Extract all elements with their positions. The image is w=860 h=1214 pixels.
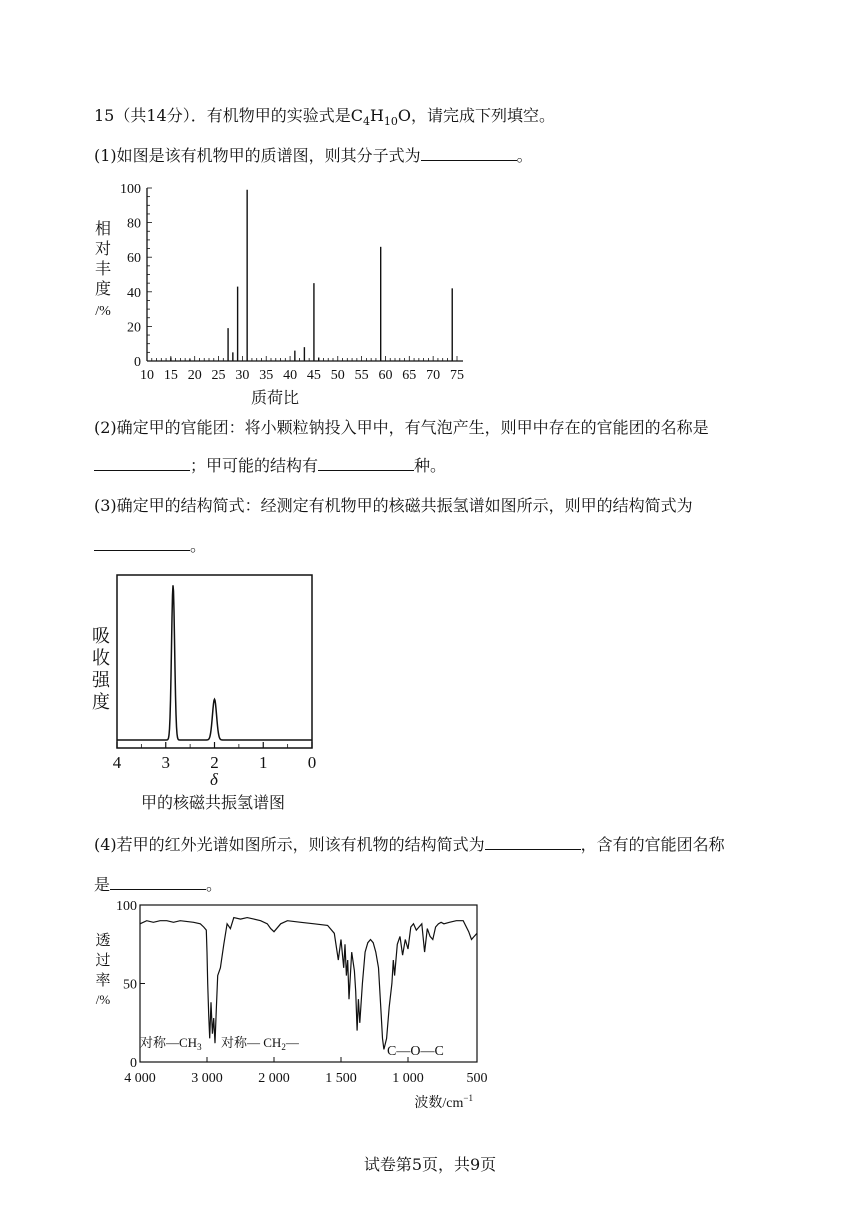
mass-y-tick-label: 60	[127, 251, 141, 267]
part-2-text	[94, 418, 709, 438]
nmr-ylabel	[92, 626, 111, 712]
mass-x-tick-label: 70	[426, 368, 441, 383]
answer-blank-1[interactable]	[421, 146, 517, 161]
part-2-end: 种。	[414, 456, 447, 475]
nmr-ylabel-char: 度	[92, 692, 110, 712]
mass-ticks	[120, 182, 464, 383]
nmr-ylabel-char: 收	[92, 648, 110, 668]
mass-y-tick-label: 100	[120, 182, 141, 197]
ir-xlabel-sup: −1	[463, 1093, 473, 1103]
mass-ylabel-char: 度	[94, 281, 112, 298]
header-text: 15（共14分）．有机物甲的实验式是C	[94, 106, 363, 125]
ir-xlabel	[414, 1093, 473, 1111]
part-3-text	[94, 496, 693, 516]
nmr-curve	[117, 585, 312, 740]
part-4-line2	[94, 875, 222, 895]
part-1-end: 。	[516, 146, 533, 165]
answer-blank-3[interactable]	[318, 456, 414, 471]
ir-ann-ch2-tail: —	[285, 1035, 299, 1050]
part-4-start: 是	[94, 875, 111, 894]
nmr-x-tick-label: 0	[307, 753, 317, 772]
mass-x-tick-label: 55	[354, 368, 369, 383]
header-sub-4: 4	[362, 115, 370, 129]
mass-spectrum-chart	[85, 178, 485, 408]
nmr-x-tick-label: 4	[112, 753, 122, 772]
mass-x-tick-label: 45	[306, 368, 321, 383]
nmr-ticks	[113, 742, 317, 772]
part-2-prompt: (2)确定甲的官能团：将小颗粒钠投入甲中，有气泡产生，则甲中存在的官能团的名称是	[94, 418, 709, 437]
answer-blank-6[interactable]	[110, 875, 206, 890]
mass-ylabel-char: 丰	[94, 261, 112, 278]
mass-x-tick-label: 25	[211, 368, 226, 383]
mass-bars	[171, 190, 452, 361]
part-4-mid: ，含有的官能团名称	[580, 835, 725, 854]
mass-ylabel	[95, 220, 111, 319]
ir-x-tick-label: 2 000	[258, 1071, 290, 1086]
part-2-mid: ；甲可能的结构有	[190, 456, 319, 475]
mass-x-tick-label: 20	[187, 368, 202, 383]
mass-x-tick-label: 10	[140, 368, 154, 383]
mass-x-tick-label: 60	[378, 368, 393, 383]
part-3-line2	[94, 536, 206, 556]
part-3-prompt: (3)确定甲的结构简式：经测定有机物甲的核磁共振氢谱如图所示，则甲的结构简式为	[94, 496, 693, 515]
part-2-line2	[94, 456, 446, 476]
ir-x-tick-label: 500	[466, 1071, 488, 1086]
ir-ann-ch2-text: 对称— CH	[221, 1035, 282, 1050]
mass-x-tick-label: 75	[450, 368, 464, 383]
ir-y-tick-label: 0	[130, 1056, 137, 1071]
ir-ylabel-unit: /%	[95, 992, 111, 1007]
ir-ann-ch2-sub: 2	[281, 1042, 286, 1052]
mass-x-tick-label: 35	[259, 368, 274, 383]
nmr-title: 甲的核磁共振氢谱图	[140, 795, 286, 812]
ir-x-tick-label: 1 500	[325, 1071, 357, 1086]
mass-y-tick-label: 80	[127, 216, 141, 232]
answer-blank-2[interactable]	[94, 456, 190, 471]
mass-axes	[147, 188, 463, 361]
mass-x-tick-label: 30	[235, 368, 250, 383]
nmr-x-tick-label: 3	[161, 753, 170, 772]
answer-blank-4[interactable]	[94, 536, 190, 551]
nmr-x-tick-label: 1	[259, 753, 268, 772]
mass-ylabel-char: 相	[94, 221, 112, 238]
nmr-xlabel: δ	[210, 770, 218, 789]
ir-ylabel-char: 透	[95, 933, 111, 949]
mass-y-tick-label: 0	[134, 355, 141, 370]
mass-xlabel: 质荷比	[250, 390, 300, 407]
part-3-end: 。	[190, 536, 207, 555]
part-4-text	[94, 835, 725, 855]
header-tail: O，请完成下列填空。	[397, 106, 556, 125]
part-1-text	[94, 146, 533, 166]
nmr-frame	[117, 575, 312, 748]
ir-y-tick-label: 100	[116, 899, 137, 914]
ir-chart	[85, 895, 505, 1115]
ir-ann-ch3-text: 对称—CH	[140, 1035, 198, 1050]
part-4-end: 。	[206, 875, 223, 894]
ir-curve	[140, 918, 477, 1050]
header-h: H	[369, 106, 384, 125]
ir-annotation-ch3	[140, 1035, 202, 1052]
nmr-ylabel-char: 强	[92, 670, 110, 690]
nmr-ylabel-char: 吸	[92, 626, 110, 646]
mass-ylabel-unit: /%	[95, 304, 111, 319]
mass-ylabel-char: 对	[94, 241, 112, 258]
nmr-x-tick-label: 2	[210, 753, 219, 772]
question-header	[94, 106, 555, 132]
ir-y-tick-label: 50	[123, 977, 137, 993]
ir-ann-ch3-sub: 3	[197, 1042, 202, 1052]
ir-ylabel-char: 过	[95, 953, 111, 969]
page-footer: 试卷第5页，共9页	[363, 1155, 497, 1174]
nmr-chart	[85, 568, 345, 818]
ir-annotation-coc: C—O—C	[387, 1044, 444, 1059]
mass-y-tick-label: 20	[127, 320, 141, 336]
ir-ylabel-char: 率	[95, 973, 111, 989]
part-4-prompt: (4)若甲的红外光谱如图所示，则该有机物的结构简式为	[94, 835, 485, 854]
answer-blank-5[interactable]	[485, 835, 581, 850]
ir-x-tick-label: 3 000	[191, 1071, 223, 1086]
mass-x-tick-label: 15	[163, 368, 178, 383]
mass-y-tick-label: 40	[127, 285, 141, 301]
ir-x-tick-label: 1 000	[392, 1071, 424, 1086]
ir-xlabel-text: 波数/cm	[414, 1096, 464, 1111]
ir-ylabel	[95, 932, 110, 1007]
ir-annotation-ch2	[221, 1035, 300, 1052]
mass-x-tick-label: 40	[283, 368, 298, 383]
header-sub-10: 10	[383, 115, 398, 129]
mass-x-tick-label: 65	[402, 368, 417, 383]
mass-x-tick-label: 50	[330, 368, 345, 383]
part-1-prompt: (1)如图是该有机物甲的质谱图，则其分子式为	[94, 146, 421, 165]
ir-x-tick-label: 4 000	[124, 1071, 156, 1086]
